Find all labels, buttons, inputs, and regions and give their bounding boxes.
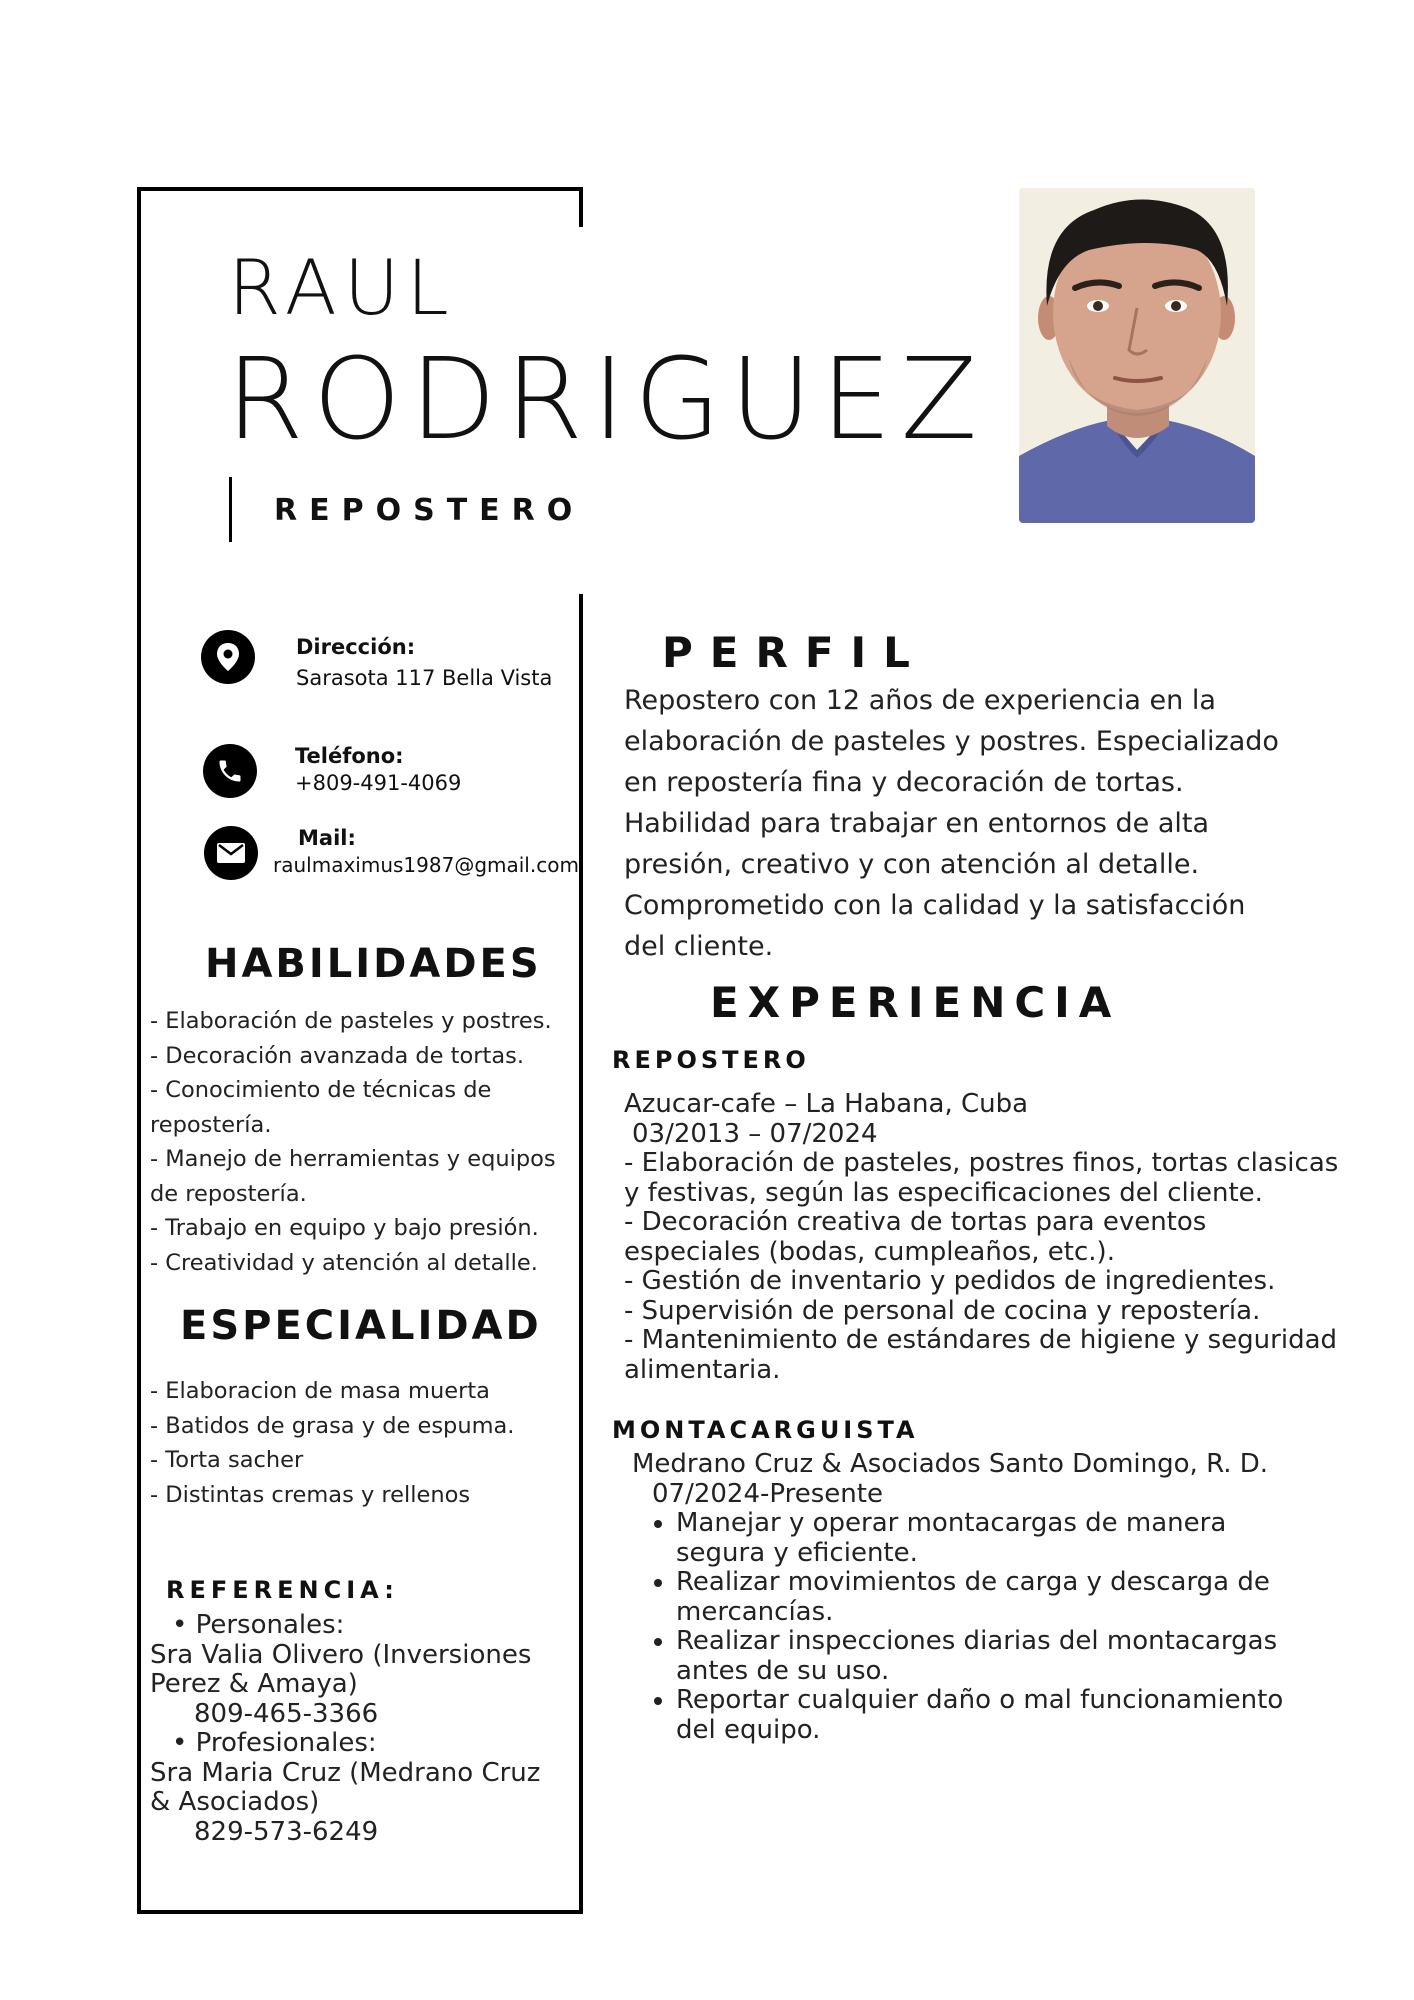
list-item: - Elaboracion de masa muerta [150,1378,490,1404]
profile-line: del cliente. [624,931,774,962]
list-item: • Manejar y operar montacargas de manera segura y eficiente. [676,1509,1316,1568]
job1-line: alimentaria. [624,1354,781,1385]
personal-name-line-2: Perez & Amaya) [150,1669,358,1699]
references-block [150,1611,570,1847]
profile-line: Comprometido con la calidad y la satisfacción [624,890,1246,921]
job1-dates: 03/2013 – 07/2024 [632,1118,878,1149]
list-item: de repostería. [150,1180,307,1207]
address-value: Sarasota 117 Bella Vista [296,666,553,690]
job2-bullets [632,1509,1316,1745]
job2-block [632,1450,1332,1745]
job1-line: especiales (bodas, cumpleaños, etc.). [624,1236,1115,1267]
profile-line: presión, creativo y con atención al detalle. [624,849,1200,880]
professional-label: Profesionales: [195,1728,377,1758]
personal-label: Personales: [195,1610,345,1640]
frame-left-border [137,187,141,1914]
portrait-illustration [1019,188,1255,523]
job1-line: y festivas, según las especificaciones del cliente. [624,1177,1263,1208]
job2-title: MONTACARGUISTA [612,1416,919,1444]
job1-line: - Mantenimiento de estándares de higiene y seguridad [624,1325,1338,1355]
title-divider-bar [229,477,232,542]
list-item: - Trabajo en equipo y bajo presión. [150,1215,539,1241]
location-pin-icon [201,630,255,684]
phone-label: Teléfono: [295,744,404,768]
profile-line: en repostería fina y decoración de tortas. [624,767,1184,798]
specialty-list [150,1374,514,1512]
job1-company: Azucar-cafe – La Habana, Cuba [624,1089,1029,1119]
job2-company: Medrano Cruz & Asociados Santo Domingo, R. D. [632,1449,1269,1479]
list-item: - Creatividad y atención al detalle. [150,1249,538,1276]
profile-text [624,680,1324,967]
job1-line: - Elaboración de pasteles, postres finos, tortas clasicas [624,1148,1339,1178]
frame-top-border [137,187,583,191]
frame-top-end [579,187,583,227]
professional-name-line-2: & Asociados) [150,1787,320,1817]
list-item: • Realizar inspecciones diarias del montacargas antes de su uso. [676,1627,1316,1686]
job1-line: - Supervisión de personal de cocina y repostería. [624,1295,1261,1326]
experience-heading: EXPERIENCIA [710,978,1121,1027]
professional-name-line-1: Sra Maria Cruz (Medrano Cruz [150,1757,541,1788]
list-item: • Realizar movimientos de carga y descarga de mercancías. [676,1568,1316,1627]
job1-line: - Gestión de inventario y pedidos de ingredientes. [624,1266,1276,1296]
list-item: • Reportar cualquier daño o mal funcionamiento del equipo. [676,1686,1316,1745]
specialty-heading: ESPECIALIDAD [180,1303,542,1349]
job1-title: REPOSTERO [612,1046,810,1074]
frame-bottom-border [137,1910,583,1914]
bullet: • [172,1610,196,1640]
list-item: - Conocimiento de técnicas de [150,1077,492,1103]
job1-line: - Decoración creativa de tortas para eventos [624,1207,1207,1237]
references-heading: REFERENCIA: [166,1576,399,1604]
address-label: Dirección: [296,635,416,659]
personal-label-row [150,1611,570,1641]
profile-line: elaboración de pasteles y postres. Especializado [624,726,1279,757]
list-item: - Decoración avanzada de tortas. [150,1042,524,1069]
list-item: - Elaboración de pasteles y postres. [150,1008,552,1034]
envelope-icon [204,826,258,880]
personal-name-line-1: Sra Valia Olivero (Inversiones [150,1639,532,1670]
job1-block [624,1090,1344,1385]
skills-list [150,1004,556,1280]
skills-heading: HABILIDADES [205,941,542,987]
profile-heading: PERFIL [662,628,927,677]
phone-value: +809-491-4069 [295,771,462,795]
profile-photo [1019,188,1255,523]
list-item: - Batidos de grasa y de espuma. [150,1412,515,1439]
profile-line: Repostero con 12 años de experiencia en la [624,685,1216,716]
list-item: - Manejo de herramientas y equipos [150,1146,556,1172]
last-name: RODRIGUEZ [226,335,987,465]
list-item: repostería. [150,1111,272,1138]
personal-phone: 809-465-3366 [194,1698,379,1729]
mail-value: raulmaximus1987@gmail.com [273,853,579,877]
job-title: REPOSTERO [274,493,585,528]
frame-right-border [579,594,583,1914]
first-name: RAUL [228,243,456,332]
job2-dates: 07/2024-Presente [652,1478,883,1509]
phone-icon [203,744,257,798]
professional-phone: 829-573-6249 [194,1816,379,1847]
mail-label: Mail: [298,826,356,850]
list-item: - Distintas cremas y rellenos [150,1481,471,1508]
bullet: • [172,1728,196,1758]
profile-line: Habilidad para trabajar en entornos de alta [624,808,1210,839]
professional-label-row [150,1729,570,1759]
list-item: - Torta sacher [150,1447,304,1473]
